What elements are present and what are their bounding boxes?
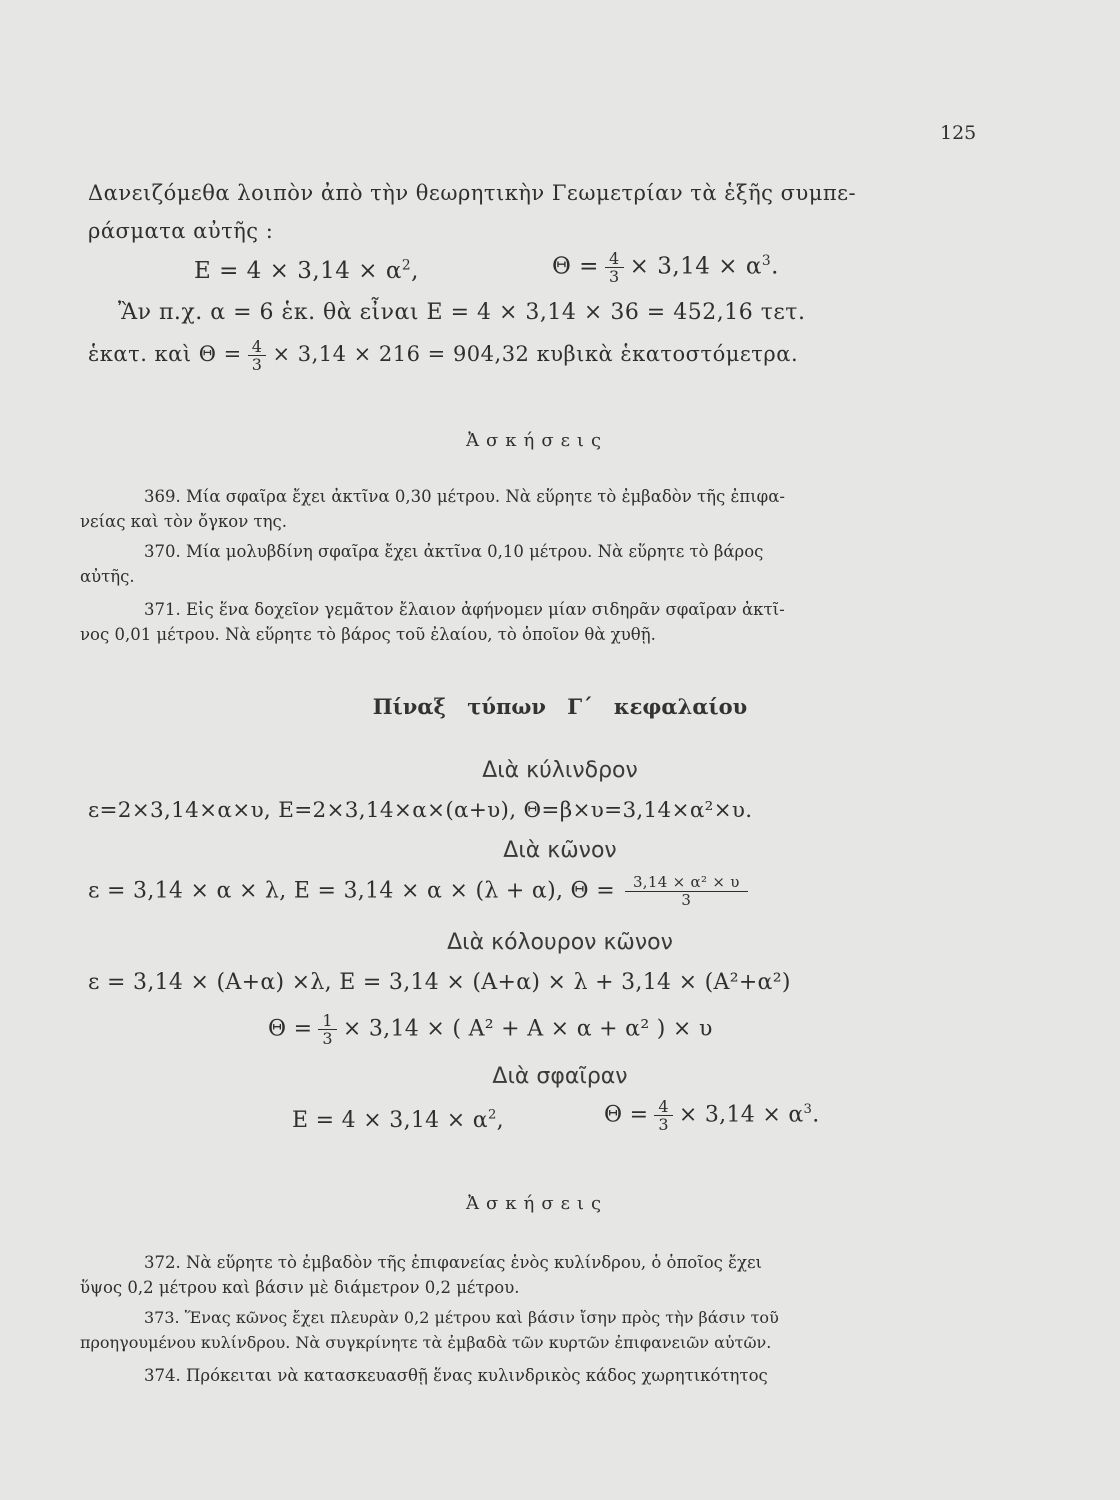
example-line-2: ἑκατ. καὶ Θ = $\frac{4}{3}$ × 3,14 × 216 = 904,32 κυβικὰ ἑκατοστόμετρα. — [88, 337, 799, 374]
example-line-1: Ἂν π.χ. α = 6 ἑκ. θὰ εἶναι E = 4 × 3,14 × 36 = 452,16 τετ. — [118, 300, 806, 325]
intro-line-1: Δανειζόμεθα λοιπὸν ἀπὸ τὴν θεωρητικὴν Γεωμετρίαν τὰ ἑξῆς συμπε- — [88, 181, 857, 205]
frustum-volume-formula: Θ = $\frac{1}{3}$ × 3,14 × ( A² + A × α + α² ) × υ — [268, 1011, 713, 1048]
frustum-surface-formulas: ε = 3,14 × (A+α) ×λ, E = 3,14 × (A+α) × λ + 3,14 × (A²+α²) — [88, 970, 791, 995]
exercises-heading: Ἀσκήσεις — [466, 430, 609, 451]
fraction: $\frac{\text{3,14 × α² × υ}}{3}$ — [625, 874, 748, 909]
exercises-heading-2: Ἀσκήσεις — [466, 1193, 609, 1214]
cone-heading: Διὰ κῶνον — [503, 838, 617, 863]
exercise-370: 370. Μία μολυβδίνη σφαῖρα ἔχει ἀκτῖνα 0,10 μέτρου. Νὰ εὕρητε τὸ βάρος αὐτῆς. — [80, 542, 764, 586]
sphere-volume-formula: Θ = $\frac{4}{3}$ × $3,14 \times \alpha^3$. — [552, 249, 779, 286]
formula-table-title: Πίναξ τύπων Γ΄ κεφαλαίου — [372, 694, 748, 719]
sphere-area-formula: $E = 4 \times 3,14 \times \alpha^2$, — [194, 257, 419, 284]
exercise-371: 371. Εἰς ἕνα δοχεῖον γεμᾶτον ἔλαιον ἀφήνομεν μίαν σιδηρᾶν σφαῖραν ἀκτῖ- νος 0,01 μέτρου. Νὰ εὕρητε τὸ βάρος τοῦ ἐλαίου, τὸ ὁποῖον θὰ χυθῇ. — [80, 600, 785, 644]
intro-line-2: ράσματα αὐτῆς : — [88, 219, 274, 243]
exercise-373: 373. Ἕνας κῶνος ἔχει πλευρὰν 0,2 μέτρου καὶ βάσιν ἴσην πρὸς τὴν βάσιν τοῦ προηγουμένου κυλίνδρου. Νὰ συγκρίνητε τὰ ἐμβαδὰ τῶν κυρτῶν ἐπιφανειῶν αὐτῶν. — [80, 1308, 779, 1352]
exercise-369: 369. Μία σφαῖρα ἔχει ἀκτῖνα 0,30 μέτρου. Νὰ εὕρητε τὸ ἐμβαδὸν τῆς ἐπιφα- νείας καὶ τὸν ὄγκον της. — [80, 487, 785, 531]
cylinder-formulas: ε=2×3,14×α×υ, E=2×3,14×α×(α+υ), Θ=β×υ=3,14×α²×υ. — [88, 798, 753, 823]
sphere-area-formula-2: $E = 4 \times 3,14 \times \alpha^2$, — [292, 1107, 504, 1133]
frustum-heading: Διὰ κόλουρον κῶνον — [447, 930, 673, 955]
exercise-372: 372. Νὰ εὕρητε τὸ ἐμβαδὸν τῆς ἐπιφανείας ἑνὸς κυλίνδρου, ὁ ὁποῖος ἔχει ὕψος 0,2 μέτρου καὶ βάσιν μὲ διάμετρον 0,2 μέτρου. — [80, 1253, 762, 1297]
fraction: $\frac{1}{3}$ — [318, 1012, 336, 1047]
sphere-heading: Διὰ σφαῖραν — [492, 1064, 628, 1089]
fraction: $\frac{4}{3}$ — [605, 250, 624, 285]
fraction: $\frac{4}{3}$ — [248, 338, 267, 373]
cone-formulas: ε = 3,14 × α × λ, E = 3,14 × α × (λ + α), Θ = $\frac{\text{3,14 × α² × υ}}{3}$ — [88, 874, 754, 909]
fraction: $\frac{4}{3}$ — [654, 1098, 672, 1133]
sphere-volume-formula-2: Θ = $\frac{4}{3}$ × $3,14 \times \alpha^3$. — [604, 1097, 820, 1134]
page-number: 125 — [940, 122, 977, 144]
exercise-374: 374. Πρόκειται νὰ κατασκευασθῇ ἕνας κυλινδρικὸς κάδος χωρητικότητος — [144, 1366, 768, 1385]
cylinder-heading: Διὰ κύλινδρον — [482, 758, 638, 783]
